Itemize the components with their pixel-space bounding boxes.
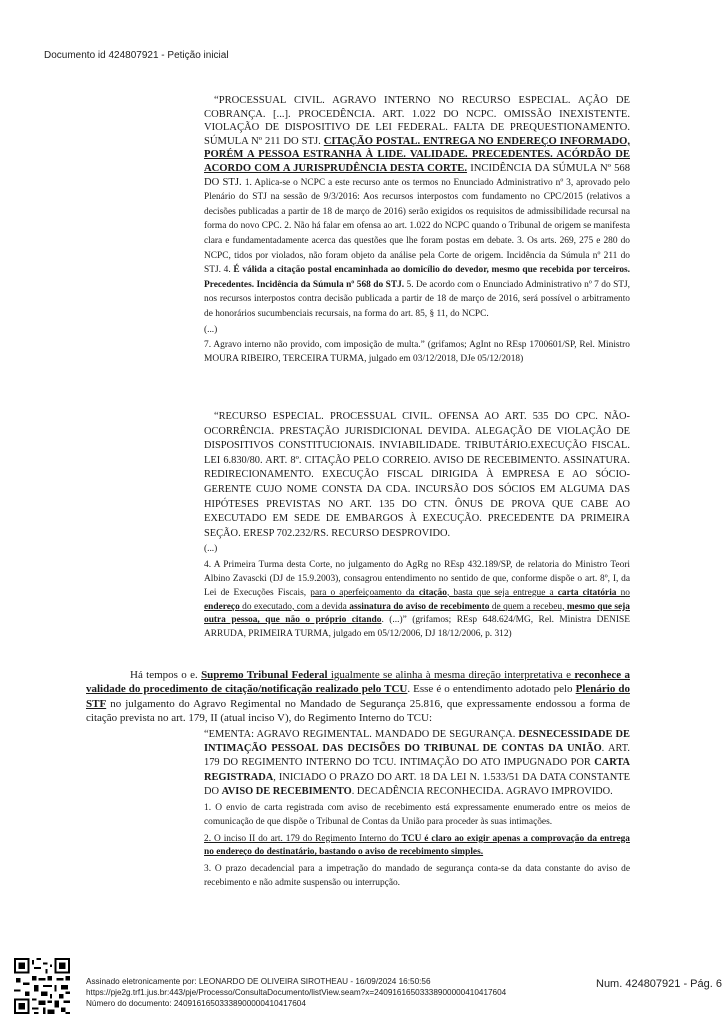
quote2-ellipsis: (...)	[204, 544, 218, 555]
signature-footer	[86, 976, 506, 1009]
quote3-c2: . ART. 179 DO REGIMENTO INTERNO DO TCU. INTIMAÇÃO DO ATO IMPUGNADO POR	[204, 743, 630, 769]
quote2-ub3: endereço	[204, 601, 240, 612]
quote1-ementa	[204, 94, 630, 322]
quote1-ellipsis: (...)	[204, 324, 218, 335]
main-text-1: Há tempos o e.	[130, 669, 202, 681]
quote2-ementa: “RECURSO ESPECIAL. PROCESSUAL CIVIL. OFENSA AO ART. 535 DO CPC. NÃO-OCORRÊNCIA. PRESTAÇÃO JURISDICIONAL DEVIDA. ALEGAÇÃO DE VIOLAÇÃO DE DISPOSITIVOS CONSTITUCIONAIS. INVIABILIDADE. TRIBUTÁRIO.EXECUÇÃO FISCAL. LEI 6.830/80. ART. 8º. CITAÇÃO PELO CORREIO. AVISO DE RECEBIMENTO. ASSINATURA. REDIRECIONAMENTO. EXECUÇÃO FISCAL DIRIGIDA À EMPRESA E AO SÓCIO-GERENTE CUJO NOME CONSTA DA CDA. INCURSÃO DOS SÓCIOS EM ALGUMA DAS HIPÓTESES PREVISTAS NO ART. 135 DO CTN. ÔNUS DE PROVA QUE CABE AO EXECUTADO EM SEDE DE EMBARGOS À EXECUÇÃO. PRECEDENTE DA PRIMEIRA SEÇÃO. ERESP 702.232/RS. RECURSO DESPROVIDO.	[204, 411, 630, 539]
quote2-ub4: assinatura do aviso de recebimento	[349, 601, 490, 612]
quote2-ub1: citação	[418, 587, 447, 598]
quote2-u3: no	[616, 587, 630, 598]
quote1-caps-c: INCIDÊNCIA DA SÚMULA Nº 568 DO STJ.	[204, 162, 631, 188]
main-stf: Supremo Tribunal Federal	[201, 669, 328, 681]
quote3-b3: AVISO DE RECEBIMENTO	[221, 785, 352, 797]
quote-resp-648624	[204, 410, 630, 642]
main-paragraph	[86, 668, 630, 726]
quote2-ub5: mesmo que seja outra pessoa, que não o próprio citando	[204, 601, 630, 626]
quote3-p2-ub: TCU é claro ao exigir apenas a comprovação da entrega no endereço do destinatário, bastando o aviso de recebimento simples.	[204, 833, 630, 858]
quote2-u5: de quem a recebeu,	[489, 601, 567, 612]
quote1-item7: 7. Agravo interno não provido, com imposição de multa.” (grifamos; AgInt no REsp 1700601/SP, Rel. Ministro MOURA RIBEIRO, TERCEIRA TURMA, julgado em 03/12/2018, DJe 05/12/2018)	[204, 340, 630, 364]
quote2-u4: do executado, com a devida	[239, 601, 350, 612]
quote-ms-25816	[204, 728, 630, 891]
quote3-item1: 1. O envio de carta registrada com aviso de recebimento está expressamente enumerado entre os meios de comunicação de que dispõe o Tribunal de Contas da União para proceder às suas intimações.	[204, 803, 630, 827]
quote1-text-a: 1. Aplica-se o NCPC a este recurso ante os termos no Enunciado Administrativo nº 3, aprovado pelo Plenário do STJ na sessão de 9/3/2016: Aos recursos interpostos com fundamento no CPC/2015 (relativos a decisões publicadas a partir de 18 de março de 2016) serão exigidos os requisitos de admissibilidade recursal na forma do novo CPC. 2. Não há falar em ofensa ao art. 1.022 do NCPC quando o Tribunal de origem se manifesta clara e fundamentadamente acerca das questões que lhe foram postas em debate. 3. Os arts. 269, 275 e 280 do NCPC, tidos por violados, não foram objeto da análise pela Corte de origem. Incidência da Súmula nº 211 do STJ. 4.	[204, 177, 630, 276]
quote-agint-resp	[204, 94, 630, 366]
quote3-b1: DESNECESSIDADE DE INTIMAÇÃO PESSOAL DAS DECISÕES DO TRIBUNAL DE CONTAS DA UNIÃO	[204, 729, 630, 755]
main-plenario: Plenário do STF	[86, 683, 630, 710]
signed-by: Assinado eletronicamente por: LEONARDO DE OLIVEIRA SIROTHEAU - 16/09/2024 16:50:56	[86, 977, 431, 986]
page-number: Num. 424807921 - Pág. 6	[596, 978, 722, 990]
main-text-3: no julgamento do Agravo Regimental no Mandado de Segurança 25.816, que expressamente endossou a forma de citação prevista no art. 179, II (atual inciso V), do Regimento Interno do TCU:	[86, 697, 630, 725]
quote2-item4	[204, 559, 630, 642]
document-number: Número do documento: 24091616503338900000410417604	[86, 999, 306, 1008]
main-ub2: reconhece a validade do procedimento de citação/notificação realizado pelo TCU	[86, 669, 630, 696]
quote3-p2-u: 2. O inciso II do art. 179 do Regimento Interno do	[204, 833, 402, 844]
document-header: Documento id 424807921 - Petição inicial	[44, 50, 229, 61]
consult-url[interactable]: https://pje2g.trf1.jus.br:443/pje/Processo/ConsultaDocumento/listView.seam?x=24091616503338900000410417604	[86, 988, 507, 997]
quote1-text-b: 5. De acordo com o Enunciado Administrativo nº 7 do STJ, nos recursos interpostos contra decisão publicada a partir de 18 de março de 2016, será possível o arbitramento de honorários sucumbenciais recursais, na forma do art. 85, § 11, do NCPC.	[204, 279, 631, 319]
quote3-item2	[204, 833, 630, 861]
quote3-c1: “EMENTA: AGRAVO REGIMENTAL. MANDADO DE SEGURANÇA.	[204, 729, 519, 740]
quote2-text-1: 4. A Primeira Turma desta Corte, no julgamento do AgRg no REsp 432.189/SP, de relatoria do Ministro Teori Albino Zavascki (DJ de 15.9.2003), consagrou entendimento no sentido de que, conforme dispõe o art. 8º, I, da Lei de Execuções Fiscais,	[204, 560, 630, 598]
quote3-c4: . DECADÊNCIA RECONHECIDA. AGRAVO IMPROVIDO.	[351, 785, 613, 797]
main-text-2: . Esse é o entendimento adotado pelo	[407, 683, 576, 696]
quote2-u2: , basta que seja entregue a	[446, 587, 558, 598]
quote1-bold: É válida a citação postal encaminhada ao domicílio do devedor, mesmo que recebida por terceiros. Precedentes. Incidência da Súmula nº 568 do STJ.	[204, 265, 631, 290]
quote2-text-2: . (...)” (grifamos; REsp 648.624/MG, Rel. Ministra DENISE ARRUDA, PRIMEIRA TURMA, julgado em 05/12/2006, DJ 18/12/2006, p. 312)	[204, 615, 630, 640]
quote3-b2: CARTA REGISTRADA	[204, 757, 630, 783]
quote3-item3: 3. O prazo decadencial para a impetração do mandado de segurança conta-se da data constante do aviso de recebimento e não admite suspensão ou interrupção.	[204, 864, 630, 888]
qr-code-icon	[14, 958, 70, 1014]
quote3-ementa	[204, 728, 630, 799]
quote1-caps-a: “PROCESSUAL CIVIL. AGRAVO INTERNO NO RECURSO ESPECIAL. AÇÃO DE COBRANÇA. [...]. PROCEDÊNCIA. ART. 1.022 DO NCPC. OMISSÃO INEXISTENTE. VIOLAÇÃO DE DISPOSITIVO DE LEI FEDERAL. FALTA DE PREQUESTIONAMENTO. SÚMULA Nº 211 DO STJ.	[204, 95, 630, 147]
quote2-ub2: carta citatória	[557, 587, 617, 598]
main-u1: igualmente se alinha à mesma direção interpretativa e	[327, 669, 575, 681]
quote2-u1: para o aperfeiçoamento da	[310, 587, 419, 598]
quote1-caps-underlined: CITAÇÃO POSTAL. ENTREGA NO ENDEREÇO INFORMADO, PORÉM A PESSOA ESTRANHA À LIDE. VALIDADE. PRECEDENTES. ACÓRDÃO DE ACORDO COM A JURISPRUDÊNCIA DESTA CORTE.	[204, 135, 630, 174]
quote3-c3: , INICIADO O PRAZO DO ART. 18 DA LEI N. 1.533/51 DA DATA CONSTANTE DO	[204, 771, 630, 797]
